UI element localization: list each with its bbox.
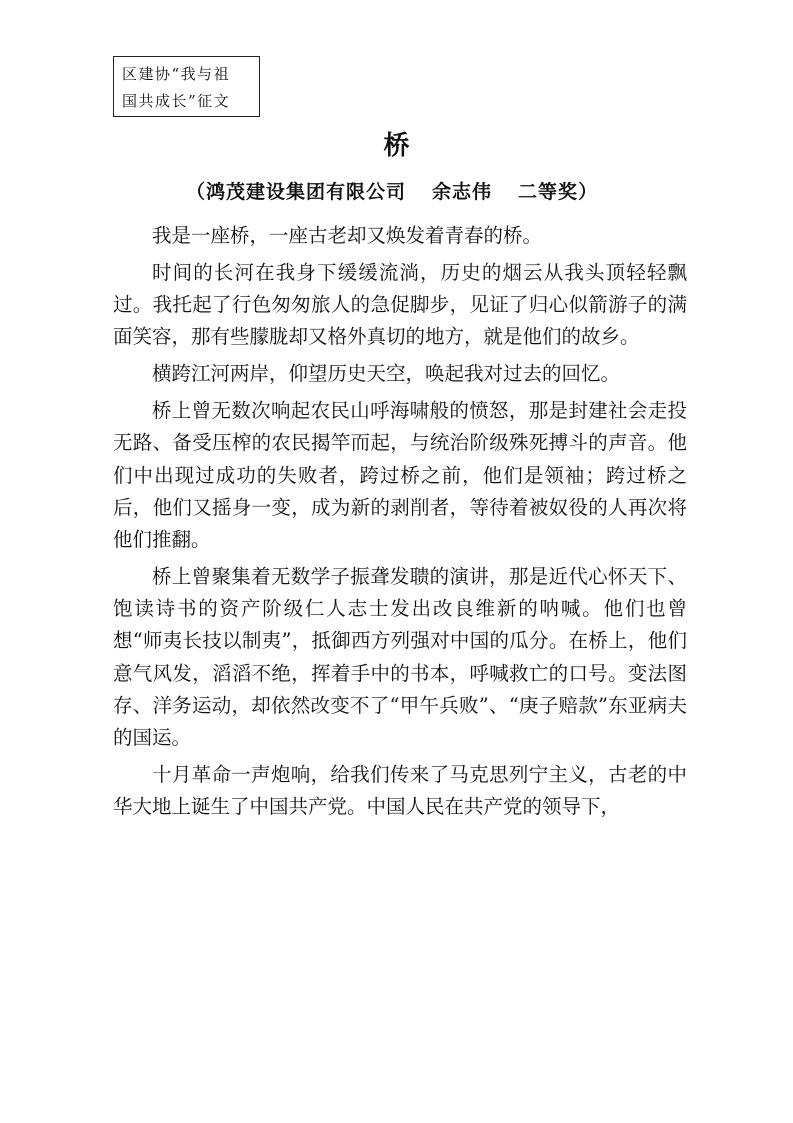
paragraph: 十月革命一声炮响，给我们传来了马克思列宁主义，古老的中华大地上诞生了中国共产党。中国人民在共产党的领导下，: [113, 763, 687, 819]
essay-body: [113, 220, 687, 828]
contest-label-line-2: 国共成长”征文: [122, 92, 231, 110]
author-organization: 鸿茂建设集团有限公司: [206, 181, 407, 203]
paragraph: 桥上曾聚集着无数学子振聋发聩的演讲，那是近代心怀天下、饱读诗书的资产阶级仁人志士发出改良维新的呐喊。他们也曾想“师夷长技以制夷”，抵御西方列强对中国的瓜分。在桥上，他们意气风发，滔滔不绝，挥着手中的书本，呼喊救亡的口号。变法图存、洋务运动，却依然改变不了“甲午兵败”、“庚子赔款”东亚病夫的国运。: [113, 565, 687, 750]
award-level: 二等奖: [518, 181, 579, 203]
author-line-close-paren: ）: [578, 181, 599, 203]
author-name: 余志伟: [432, 181, 493, 203]
author-line-open-paren: （: [186, 181, 207, 203]
paragraph: 时间的长河在我身下缓缓流淌，历史的烟云从我头顶轻轻飘过。我托起了行色匆匆旅人的急促脚步，见证了归心似箭游子的满面笑容，那有些朦胧却又格外真切的地方，就是他们的故乡。: [113, 260, 687, 349]
author-line: [186, 178, 598, 206]
contest-label-line-1: 区建协“我与祖: [122, 65, 231, 83]
paragraph: 我是一座桥，一座古老却又焕发着青春的桥。: [152, 224, 543, 247]
paragraph: 桥上曾无数次响起农民山呼海啸般的愤怒，那是封建社会走投无路、备受压榨的农民揭竿而起，与统治阶级殊死搏斗的声音。他们中出现过成功的失败者，跨过桥之前，他们是领袖；跨过桥之后，他们又摇身一变，成为新的剥削者，等待着被奴役的人再次将他们推翻。: [113, 399, 687, 552]
essay-title: 桥: [383, 131, 410, 161]
essay-contest-label-box: [113, 56, 260, 117]
paragraph: 横跨江河两岸，仰望历史天空，唤起我对过去的回忆。: [152, 362, 621, 386]
